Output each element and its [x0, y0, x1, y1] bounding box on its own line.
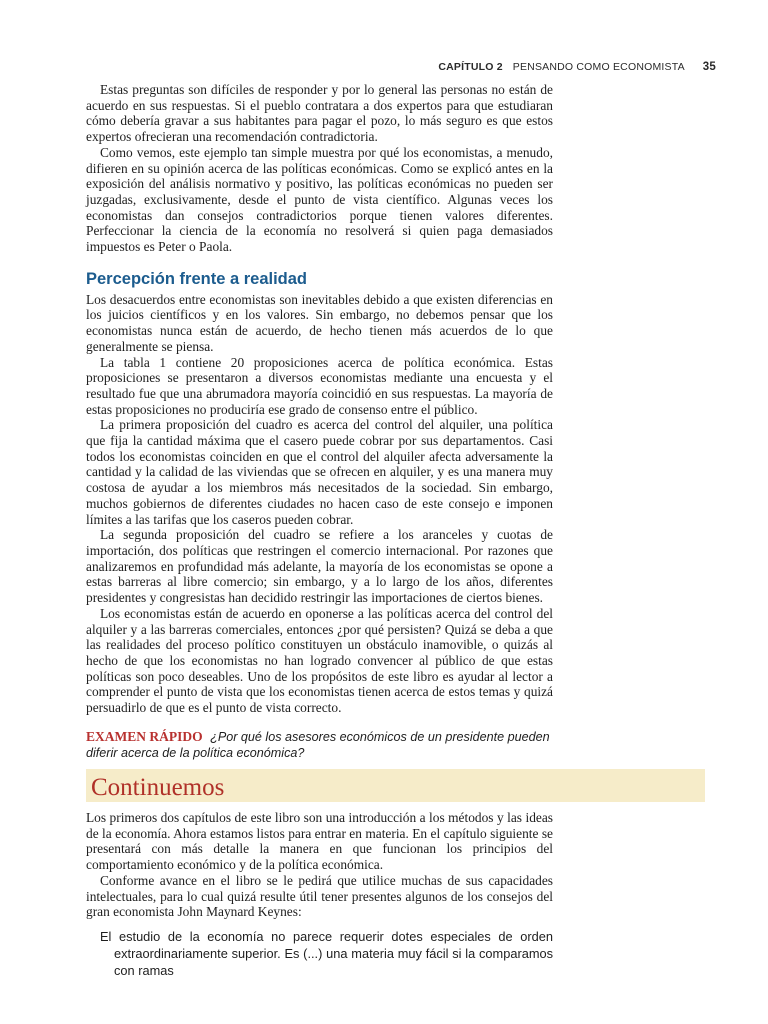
section-label: PENSANDO COMO ECONOMISTA — [512, 61, 685, 73]
quick-quiz — [86, 729, 553, 761]
page-number: 35 — [702, 61, 716, 73]
section1-paragraph-5: Los economistas están de acuerdo en oponerse a las políticas acerca del control del alquiler y a las barreras comerciales, entonces ¿por qué persisten? Quizá se deba a que las realidades del proceso político constituyen un obstáculo inamovible, o quizás al hecho de que los economistas no han logrado convencer al público de que estas políticas son poco deseables. Uno de los propósitos de este libro es ayudar al lector a comprender el punto de vista que los economistas tienen acerca de estos temas y quizá persuadirlo de que es el punto de vista correcto. — [86, 605, 553, 716]
running-head — [86, 61, 716, 73]
section2-paragraph-2: Conforme avance en el libro se le pedirá que utilice muchas de sus capacidades intelectuales, para lo cual quizá resulte útil tener presentes algunos de los consejos del gran economista John Maynard Keynes: — [86, 872, 553, 920]
section1-paragraph-4: La segunda proposición del cuadro se refiere a los aranceles y cuotas de importación, dos políticas que restringen el comercio internacional. Por razones que analizaremos en profundidad más adelante, la mayoría de los economistas se opone a estas barreras al libre comercio; sin embargo, y a lo largo de los años, diferentes presidentes y congresistas han decidido restringir las importaciones de ciertos bienes. — [86, 527, 553, 606]
second-text-column — [86, 810, 553, 979]
section1-paragraph-3: La primera proposición del cuadro es acerca del control del alquiler, una política que fija la cantidad máxima que el casero puede cobrar por sus departamentos. Casi todos los economistas coinciden en que el control del alquiler afecta adversamente la cantidad y la calidad de las viviendas que se ofrecen en alquiler, y es una manera muy costosa de ayudar a los miembros más necesitados de la sociedad. Sin embargo, muchos gobiernos de diferentes ciudades no hacen caso de este consejo e imponen límites a las tarifas que los caseros pueden cobrar. — [86, 417, 553, 527]
intro-paragraph-1: Estas preguntas son difíciles de responder y por lo general las personas no están de acuerdo en sus respuestas. Si el pueblo contratara a dos expertos para que estudiaran cómo debería gravar a sus habitantes para pagar el pozo, lo más seguro es que estos expertos ofrecieran una recomendación contradictoria. — [86, 82, 553, 145]
keynes-quote: El estudio de la economía no parece requerir dotes especiales de orden extraordinariamente superior. Es (...) una materia muy fácil si la comparamos con ramas — [100, 928, 553, 978]
chapter-label: CAPÍTULO 2 — [438, 61, 503, 73]
section2-paragraph-1: Los primeros dos capítulos de este libro son una introducción a los métodos y las ideas de la economía. Ahora estamos listos para entrar en materia. En el capítulo siguiente se presentará con más detalle la manera en que funcionan los principios del comportamiento económico y de la política económica. — [86, 810, 553, 873]
section-heading-continuemos: Continuemos — [91, 774, 225, 801]
section1-paragraph-1: Los desacuerdos entre economistas son inevitables debido a que existen diferencias en los juicios científicos y en los valores. Sin embargo, no debemos pensar que los economistas nunca están de acuerdo, de hecho tienen más acuerdos de lo que generalmente se piensa. — [86, 291, 553, 354]
intro-paragraph-2: Como vemos, este ejemplo tan simple muestra por qué los economistas, a menudo, difieren en su opinión acerca de las políticas económicas. Como se explicó antes en la exposición del análisis normativo y positivo, las políticas económicas no pueden ser juzgadas, exclusivamente, desde el punto de vista científico. Algunas veces los economistas dan consejos contradictorios porque tienen valores diferentes. Perfeccionar la ciencia de la economía no resolverá si quien paga demasiados impuestos es Peter o Paola. — [86, 144, 553, 255]
quick-quiz-label: EXAMEN RÁPIDO — [86, 728, 203, 744]
quick-quiz-question: ¿Por qué los asesores económicos de un presidente pueden diferir acerca de la política económica? — [86, 729, 550, 760]
main-text-column — [86, 82, 553, 761]
section-banner — [86, 769, 705, 802]
section1-paragraph-2: La tabla 1 contiene 20 proposiciones acerca de política económica. Estas proposiciones se presentaron a diversos economistas mediante una encuesta y el resultado fue que una abrumadora mayoría coincidió en sus respuestas. La mayoría de estas proposiciones no produciría ese grado de consenso entre el público. — [86, 354, 553, 417]
section-heading-perception: Percepción frente a realidad — [86, 269, 308, 288]
